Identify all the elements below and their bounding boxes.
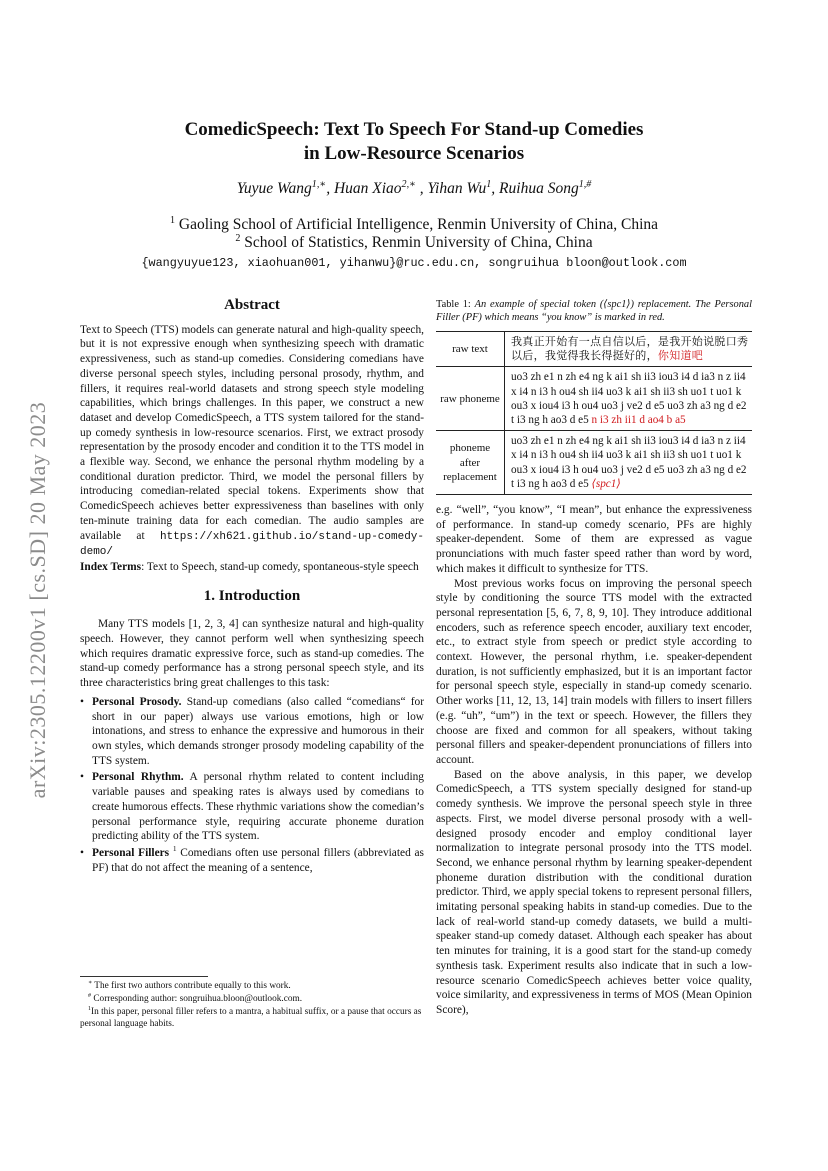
affiliation-text: Gaoling School of Artificial Intelligence, Renmin University of China, China <box>178 216 659 233</box>
intro-paragraph-2: Most previous works focus on improving the personal speech style by conditioning the source TTS model with the extracted personal representation [5, 6, 7, 8, 9, 10]. They introduce additional encoders, such as reference speech encoder, auxiliary text encoder, etc., to extract style from speech or predict style according to context. However, the personal rhythm, i.e. speaker-dependent duration, is not sufficiently emphasized, but it is an important factor for personal speech style, especially in stand-up comedy scenario. Other works [11, 12, 13, 14] train models with fillers to insert fillers (e.g. “uh”, “um”) in the text or speech. However, the fillers they choose are fixed and common for all speakers, without taking personal fillers and speaker-dependent pronunciations of fillers into account. <box>436 577 752 766</box>
left-column <box>80 298 424 877</box>
bullet-title: Personal Fillers <box>92 846 170 859</box>
table-row <box>436 367 752 431</box>
intro-paragraph-1: Many TTS models [1, 2, 3, 4] can synthesize natural and high-quality speech. However, they cannot perform well when synthesizing speech which requires dramatic expressive force, such as stand-up comedies. The stand-up comedy performance has a strong personal speech style, and its three characteristics bring great challenges to this task: <box>80 618 424 690</box>
bullet-text: Comedians often use personal fillers (abbreviated as PF) that do not affect the meaning of a sentence, <box>92 846 424 874</box>
intro-paragraph-continued: e.g. “well”, “you know”, “I mean”, but enhance the expressiveness of performance. In stand-up comedy scenario, PFs are highly speaker-dependent. Some of them are expressed as vague pronunciations with much faster speed rather than word by word, which makes it difficult to synthesize for TTS. <box>436 504 752 575</box>
title-line-2: in Low-Resource Scenarios <box>303 143 525 164</box>
footnote-mark: 1 <box>88 1005 92 1012</box>
paper-title <box>80 118 748 166</box>
footnote-text: The first two authors contribute equally to this work. <box>94 981 291 991</box>
affiliation-num: 2 <box>235 232 241 244</box>
introduction-heading: 1. Introduction <box>203 587 301 604</box>
row-value <box>505 431 753 495</box>
right-column <box>436 298 752 1018</box>
footnote-mark: ∗ <box>88 979 93 986</box>
personal-filler-highlight: n i3 zh ii1 d ao4 b a5 <box>591 414 686 427</box>
bullet-title: Personal Prosody. <box>92 695 182 708</box>
footnote <box>80 980 424 992</box>
personal-filler-highlight: 你知道吧 <box>657 349 704 363</box>
raw-phoneme-value: uo3 zh e1 n zh e4 ng k ai1 sh ii3 iou3 i4 d ia3 n z ii4 x i4 n i3 h ou4 sh ii4 uo3 k ai1 sh ii3 sh uo1 t uo1 k ou3 x iou4 i3 h ou4 uo3 j ve2 d e5 uo3 zh a3 ng d e2 t i3 ng h ao3 d e5 <box>511 371 747 427</box>
table-row <box>436 431 752 495</box>
replaced-phoneme-value: uo3 zh e1 n zh e4 ng k ai1 sh ii3 iou3 i4 d ia3 n z ii4 x i4 n i3 h ou4 sh ii4 uo3 k ai1 sh ii3 sh uo1 t uo1 k ou3 x iou4 i3 h ou4 uo3 j ve2 d e5 uo3 zh a3 ng d e2 t i3 ng h ao3 d e5 <box>511 435 747 490</box>
affiliation-1 <box>80 215 748 234</box>
list-item <box>80 695 424 769</box>
footnotes <box>80 980 424 1031</box>
author-sup: 1 <box>486 178 492 190</box>
author-name: Ruihua Song <box>499 180 579 197</box>
footnote-divider <box>80 976 208 977</box>
table-row <box>436 332 752 367</box>
bullet-title: Personal Rhythm. <box>92 771 184 784</box>
author-emails[interactable]: {wangyuyue123, xiaohuan001, yihanwu}@ruc.edu.cn, songruihua bloon@outlook.com <box>141 256 687 270</box>
author-name: Yuyue Wang <box>236 180 312 197</box>
footnote-text: Corresponding author: songruihua.bloon@outlook.com. <box>93 994 303 1004</box>
footnote-mark: # <box>88 992 92 999</box>
footnote-text: In this paper, personal filler refers to a mantra, a habitual suffix, or a pause that occurs as personal language habits. <box>80 1007 422 1029</box>
author-sup: 1,# <box>578 178 592 190</box>
arxiv-identifier <box>26 350 50 850</box>
author-name: Huan Xiao <box>333 180 402 197</box>
table-caption-label: Table 1: <box>436 299 475 310</box>
affiliation-2 <box>80 233 748 252</box>
row-value <box>505 332 753 367</box>
list-item <box>80 770 424 844</box>
challenge-list <box>80 695 424 875</box>
footnote-ref[interactable]: 1 <box>172 844 177 854</box>
row-label: raw phoneme <box>436 367 505 431</box>
demo-url-link[interactable]: https://xh621.github.io/stand-up-comedy-demo/ <box>80 530 424 559</box>
author-sup: 2,∗ <box>401 178 416 190</box>
list-item <box>80 846 424 875</box>
affiliation-text: School of Statistics, Renmin University of China, China <box>244 234 593 251</box>
row-label: raw text <box>436 332 505 367</box>
table-caption-text: An example of special token (⟨spc1⟩) replacement. The Personal Filler (PF) which means “you know” is marked in red. <box>436 299 752 323</box>
abstract-body <box>80 323 424 560</box>
affiliation-num: 1 <box>169 214 176 226</box>
abstract-heading: Abstract <box>224 297 280 313</box>
author-name: Yihan Wu <box>427 180 487 197</box>
bullet-text: Stand-up comedians (also called “comedians“ for short in our paper) always use various emotions, high or low intonations, and stress to enhance the expressive and humorous in their own styles, which demands stronger prosody modeling capability of the TTS system. <box>92 695 424 767</box>
intro-paragraph-3: Based on the above analysis, in this paper, we develop ComedicSpeech, a TTS system specially designed for stand-up comedy synthesis. We improve the personal speech style in three aspects. First, we model diverse personal prosody with a well-designed prosody encoder and employ conditional layer normalization to integrate personal prosody into the TTS model. Second, we enhance personal rhythm by learning speaker-dependent phoneme duration distribution with the conditional duration predictor. Third, we apply special tokens to represent personal fillers, imitating personal speaking habits in stand-up comedies. Due to the lack of real-world stand-up comedy datasets, we build a multi-speaker stand-up comedy dataset. Although each speaker has about ten minutes for training, it is a good start for the stand-up comedy synthesis task. Experiment results also indicate that in such a low-resource scenario ComedicSpeech achieves better voice quality, voice similarity, and expressiveness in terms of MOS (Mean Opinion Score), <box>436 768 752 1016</box>
bullet-text: A personal rhythm related to content including variable pauses and speaking rates is always used by comedians to create humorous effects. These rhythmic variations show the comedian’s personal performance style, requiring accurate phoneme duration predicting ability of the TTS system. <box>92 771 424 843</box>
row-label: phoneme after replacement <box>436 431 505 495</box>
special-token-table <box>436 331 752 495</box>
author-list: Yuyue Wang$^{1,∗}$, Huan Xiao$^{2,∗}$ , Yihan Wu$^1$, Ruihua Song$^{1,\#}$ <box>236 178 592 197</box>
index-terms-label: Index Terms <box>80 560 142 573</box>
footnote <box>80 993 424 1005</box>
index-terms-text: : Text to Speech, stand-up comedy, spontaneous-style speech <box>141 560 419 573</box>
abstract-text: Text to Speech (TTS) models can generate natural and high-quality speech, but it is not expressive enough when synthesizing speech with dramatic expressiveness, such as stand-up comedies. Considering comedians have diverse personal speech styles, including personal prosody, rhythm, and fillers, it requires real-world datasets and strong speech style modeling capabilities, which brings challenges. In this paper, we construct a new dataset and develop ComedicSpeech, a TTS system tailored for the stand-up comedy synthesis in low-resource scenarios. First, we extract prosody representation by the prosody encoder and condition it to the TTS model in a flexible way. Second, we enhance the personal rhythm modeling by a conditional duration predictor. Third, we model the personal fillers by introducing comedian-related special tokens. Experiments show that ComedicSpeech achieves better expressiveness than baselines with only ten-minute training data for each comedian. The audio samples are available at <box>80 323 424 542</box>
index-terms <box>80 560 424 575</box>
raw-text-value: 我真正开始有一点自信以后，是我开始说脱口秀以后，我觉得我长得挺好的， <box>511 335 749 363</box>
title-line-1: ComedicSpeech: Text To Speech For Stand-up Comedies <box>184 119 644 140</box>
arxiv-identifier-text[interactable]: arXiv:2305.12200v1 [cs.SD] 20 May 2023 <box>25 401 50 799</box>
table-caption <box>436 298 752 324</box>
row-value <box>505 367 753 431</box>
special-token-highlight: ⟨spc1⟩ <box>591 477 621 490</box>
author-sup: 1,∗ <box>311 178 327 190</box>
footnote <box>80 1006 424 1030</box>
